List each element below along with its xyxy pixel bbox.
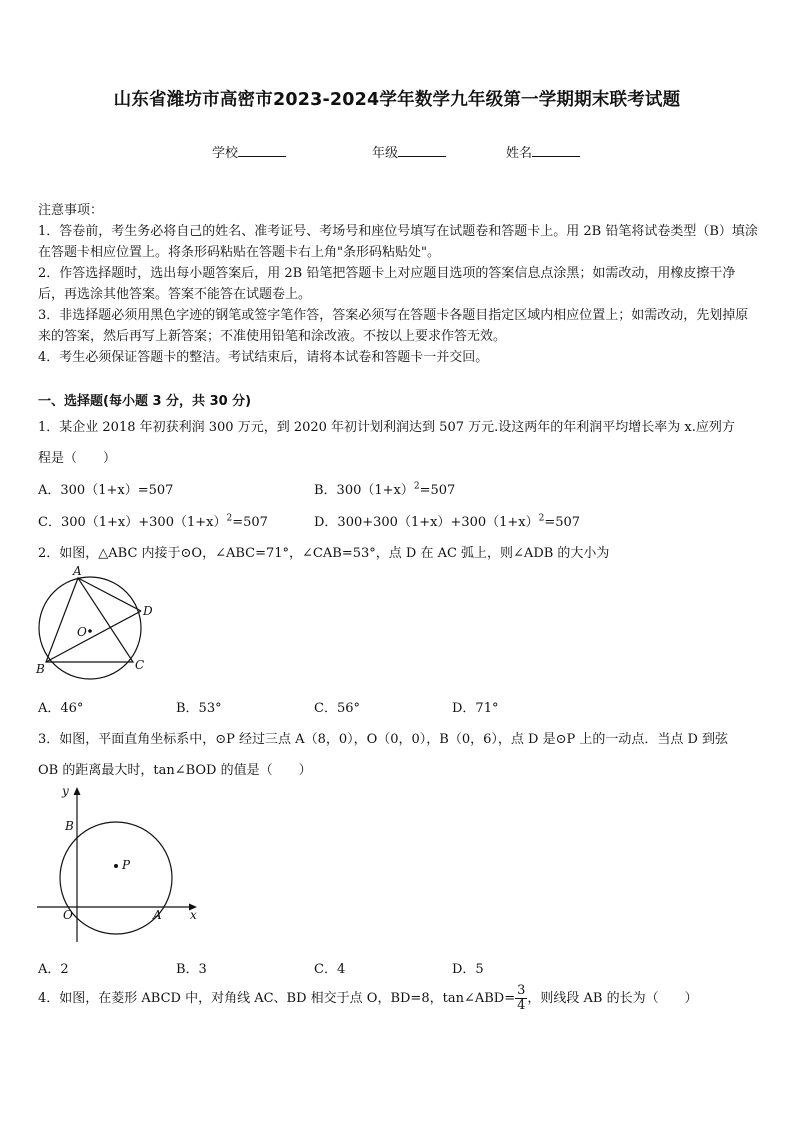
label-c: C	[135, 658, 145, 672]
y-axis-arrow	[74, 787, 81, 795]
name-field	[506, 142, 580, 161]
q2-option-d: D．71°	[452, 701, 499, 716]
name-blank	[532, 144, 580, 157]
segment-bd	[46, 611, 141, 662]
q1-option-b-tail: =507	[419, 483, 456, 498]
q1-stem-line2: 程是（ ）	[38, 451, 117, 466]
q2-option-b: B．53°	[176, 701, 222, 716]
label-o: O	[63, 908, 73, 922]
q3-coordinate-figure	[34, 782, 204, 944]
q3-option-b: B．3	[176, 962, 207, 977]
circle-o	[39, 577, 141, 679]
label-y: y	[62, 784, 69, 798]
q1-stem-line1: 1．某企业 2018 年初获利润 300 万元，到 2020 年初计划利润达到 507 万元.设这两年的年利润平均增长率为 x.应列方	[38, 420, 735, 435]
q3-stem-line2: OB 的距离最大时，tan∠BOD 的值是（ ）	[38, 763, 312, 778]
page-title: 山东省潍坊市高密市2023-2024学年数学九年级第一学期期末联考试题	[113, 90, 681, 110]
segment-ad	[78, 578, 141, 611]
q3-option-d: D．5	[452, 962, 484, 977]
q1-option-c-text: C．300（1+x）+300（1+x）	[38, 515, 227, 530]
q2-option-a: A．46°	[38, 701, 84, 716]
q1-option-d	[314, 511, 580, 530]
school-label: 学校	[212, 146, 239, 161]
q1-option-c-tail: =507	[232, 515, 268, 530]
q1-option-b-exponent: 2	[413, 481, 420, 492]
notice-item: 3．非选择题必须用黑色字迹的钢笔或签字笔作答，答案必须写在答题卡各题目指定区域内相应位置上；如需改动，先划掉原来的答案，然后再写上新答案；不准使用铅笔和涂改液。不按以上要求作答无效。	[38, 308, 749, 344]
q4-fraction-numerator: 3	[517, 983, 526, 998]
notice-item: 2．作答选择题时，选出每小题答案后，用 2B 铅笔把答题卡上对应题目选项的答案信息点涂黑；如需改动，用橡皮擦干净后，再选涂其他答案。答案不能答在试题卷上。	[38, 266, 736, 302]
center-dot	[88, 629, 92, 633]
q1-option-b-text: B．300（1+x）	[314, 483, 414, 498]
notice-heading: 注意事项：	[38, 203, 104, 218]
label-a: A	[153, 908, 162, 922]
q1-option-a: A．300（1+x）=507	[38, 483, 174, 498]
q2-circle-figure	[32, 564, 162, 680]
grade-field	[372, 142, 446, 161]
grade-blank	[398, 144, 446, 157]
label-b: B	[65, 819, 74, 833]
center-p-dot	[114, 864, 118, 868]
q1-option-c-exponent: 2	[226, 513, 233, 524]
label-d: D	[143, 604, 153, 618]
q1-option-d-text: D．300+300（1+x）+300（1+x）	[314, 515, 539, 530]
q4-stem-tail: ，则线段 AB 的长为（ ）	[527, 991, 698, 1006]
q2-stem: 2．如图，△ABC 内接于⊙O，∠ABC=71°，∠CAB=53°，点 D 在 AC 弧上，则∠ADB 的大小为	[38, 546, 610, 561]
q1-option-d-exponent: 2	[538, 513, 545, 524]
school-field	[212, 142, 286, 161]
section-heading: 一、选择题(每小题 3 分，共 30 分)	[38, 394, 252, 409]
name-label: 姓名	[506, 146, 533, 161]
q2-option-c: C．56°	[314, 701, 360, 716]
q1-option-d-tail: =507	[544, 515, 581, 530]
q3-stem-line1: 3．如图，平面直角坐标系中，⊙P 经过三点 A（8，0），O（0，0），B（0，6），点 D 是⊙P 上的一动点．当点 D 到弦	[38, 732, 729, 747]
q4-fraction	[515, 984, 527, 1013]
q3-option-a: A．2	[38, 962, 69, 977]
label-p: P	[122, 858, 131, 872]
label-a: A	[73, 564, 82, 578]
notice-block	[38, 200, 760, 368]
label-x: x	[190, 908, 197, 922]
q4-stem	[38, 984, 698, 1013]
q3-option-c: C．4	[314, 962, 346, 977]
q1-option-b	[314, 479, 455, 498]
q4-stem-text: 4．如图，在菱形 ABCD 中，对角线 AC、BD 相交于点 O，BD=8，tan∠ABD=	[38, 991, 516, 1006]
q1-option-c	[38, 511, 268, 530]
triangle-abc	[46, 578, 133, 662]
label-o: O	[77, 625, 87, 639]
notice-item: 1．答卷前，考生务必将自己的姓名、准考证号、考场号和座位号填写在试题卷和答题卡上。用 2B 铅笔将试卷类型（B）填涂在答题卡相应位置上。将条形码粘贴在答题卡右上角"条形码粘贴处"。	[38, 224, 758, 260]
grade-label: 年级	[372, 146, 399, 161]
q4-fraction-denominator: 4	[517, 998, 526, 1013]
school-blank	[238, 144, 286, 157]
notice-item: 4．考生必须保证答题卡的整洁。考试结束后，请将本试卷和答题卡一并交回。	[38, 350, 489, 365]
label-b: B	[36, 662, 45, 676]
